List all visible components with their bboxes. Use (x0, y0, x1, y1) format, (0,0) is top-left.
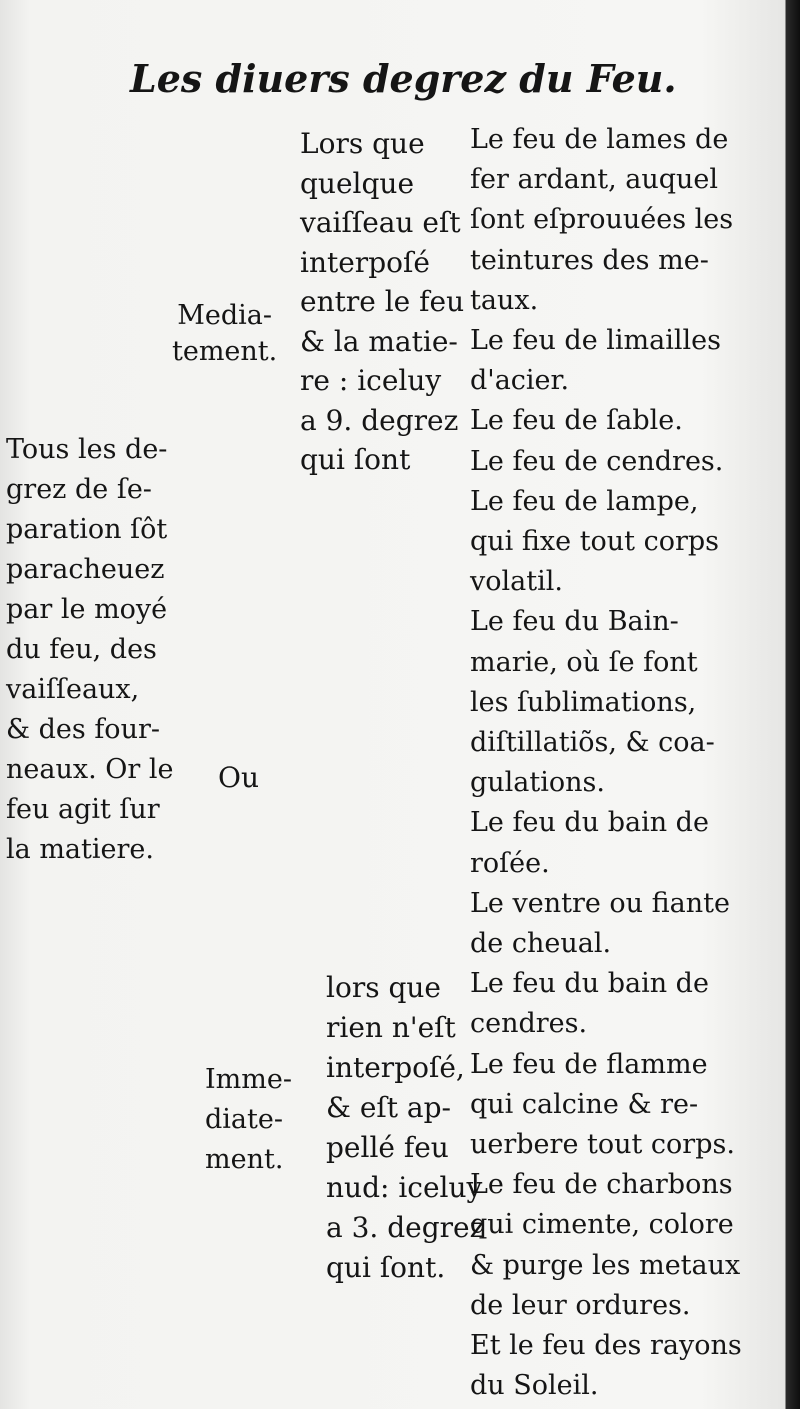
text-line: lors que (326, 971, 441, 1004)
text-line: a 9. degrez (300, 403, 459, 437)
immediatement-label (205, 1060, 292, 1180)
text-line: ment. (205, 1144, 284, 1175)
text-line: a 3. degrez (326, 1211, 485, 1244)
text-line: volatil. (470, 566, 563, 598)
text-line: rien n'eſt (326, 1011, 456, 1044)
text-line: Le feu de lampe, (470, 485, 699, 517)
text-line: neaux. Or le (6, 754, 174, 785)
text-line: ſont eſprouuées les (470, 204, 734, 236)
text-line: qui ſont (300, 443, 411, 476)
text-line: pellé feu (326, 1131, 449, 1164)
text-line: qui cimente, colore (470, 1209, 734, 1241)
text-line: diate- (205, 1104, 283, 1135)
text-line: cendres. (470, 1008, 588, 1040)
fire-types-list (470, 120, 742, 1407)
text-line: diſtillatiõs, & coa- (470, 727, 715, 759)
text-line: gulations. (470, 767, 605, 799)
text-line: & purge les metaux (470, 1249, 741, 1281)
text-line: & des four- (6, 714, 160, 745)
text-line: roſée. (470, 847, 550, 879)
text-line: vaiſſeau eſt (300, 206, 461, 239)
text-line: paration ſôt (6, 514, 168, 545)
text-line: par le moyé (6, 594, 168, 625)
text-line: fer ardant, auquel (470, 164, 719, 196)
text-line: uerbere tout corps. (470, 1129, 735, 1161)
text-line: Le feu de ſable. (470, 405, 683, 437)
text-line: qui ſont. (326, 1251, 446, 1284)
text-line: paracheuez (6, 554, 165, 585)
text-line: d'acier. (470, 365, 570, 397)
text-line: du Soleil. (470, 1370, 599, 1402)
text-line: teintures des me- (470, 244, 709, 276)
text-line: & la matie- (300, 324, 458, 358)
text-line: Tous les de- (6, 434, 168, 465)
text-line: nud: iceluy (326, 1171, 483, 1204)
text-line: Le feu de limailles (470, 325, 721, 357)
text-line: de leur ordures. (470, 1289, 691, 1321)
text-line: les ſublimations, (470, 686, 697, 718)
text-line: la matiere. (6, 834, 154, 865)
text-line: interpoſé (300, 245, 430, 279)
text-line: taux. (470, 284, 539, 316)
text-line: interpoſé, (326, 1051, 465, 1084)
text-line: du feu, des (6, 634, 157, 665)
text-line: entre le feu (300, 285, 465, 318)
page-title: Les diuers degrez du Feu. (130, 56, 677, 101)
introductory-text (6, 430, 173, 870)
text-line: Imme- (205, 1064, 292, 1095)
text-line: qui fixe tout corps (470, 526, 720, 558)
text-line: tement. (172, 336, 278, 367)
text-line: & eſt ap- (326, 1091, 451, 1124)
text-line: Le feu du bain de (470, 968, 709, 1000)
text-line: grez de ſe- (6, 474, 152, 505)
text-line: Le feu de flamme (470, 1048, 708, 1080)
text-line: Le feu de cendres. (470, 445, 724, 477)
ou-label: Ou (218, 761, 259, 794)
text-line: qui calcine & re- (470, 1088, 699, 1120)
text-line: Media- (177, 300, 272, 331)
text-line: Lors que (300, 127, 425, 160)
text-line: re : iceluy (300, 364, 442, 397)
mediatement-condition (300, 124, 464, 480)
immediatement-condition (326, 968, 484, 1288)
text-line: vaiſſeaux, (6, 674, 140, 705)
text-line: Le feu de lames de (470, 124, 729, 155)
text-line: Et le feu des rayons (470, 1330, 742, 1362)
text-line: Le feu du bain de (470, 807, 709, 839)
text-line: de cheual. (470, 928, 612, 960)
mediatement-label (172, 298, 277, 370)
text-line: Le feu du Bain- (470, 606, 679, 638)
text-line: quelque (300, 166, 415, 200)
text-line: feu agit ſur (6, 794, 160, 825)
text-line: Le ventre ou fiante (470, 887, 730, 919)
text-line: Le feu de charbons (470, 1169, 733, 1201)
text-line: marie, où ſe font (470, 646, 698, 678)
